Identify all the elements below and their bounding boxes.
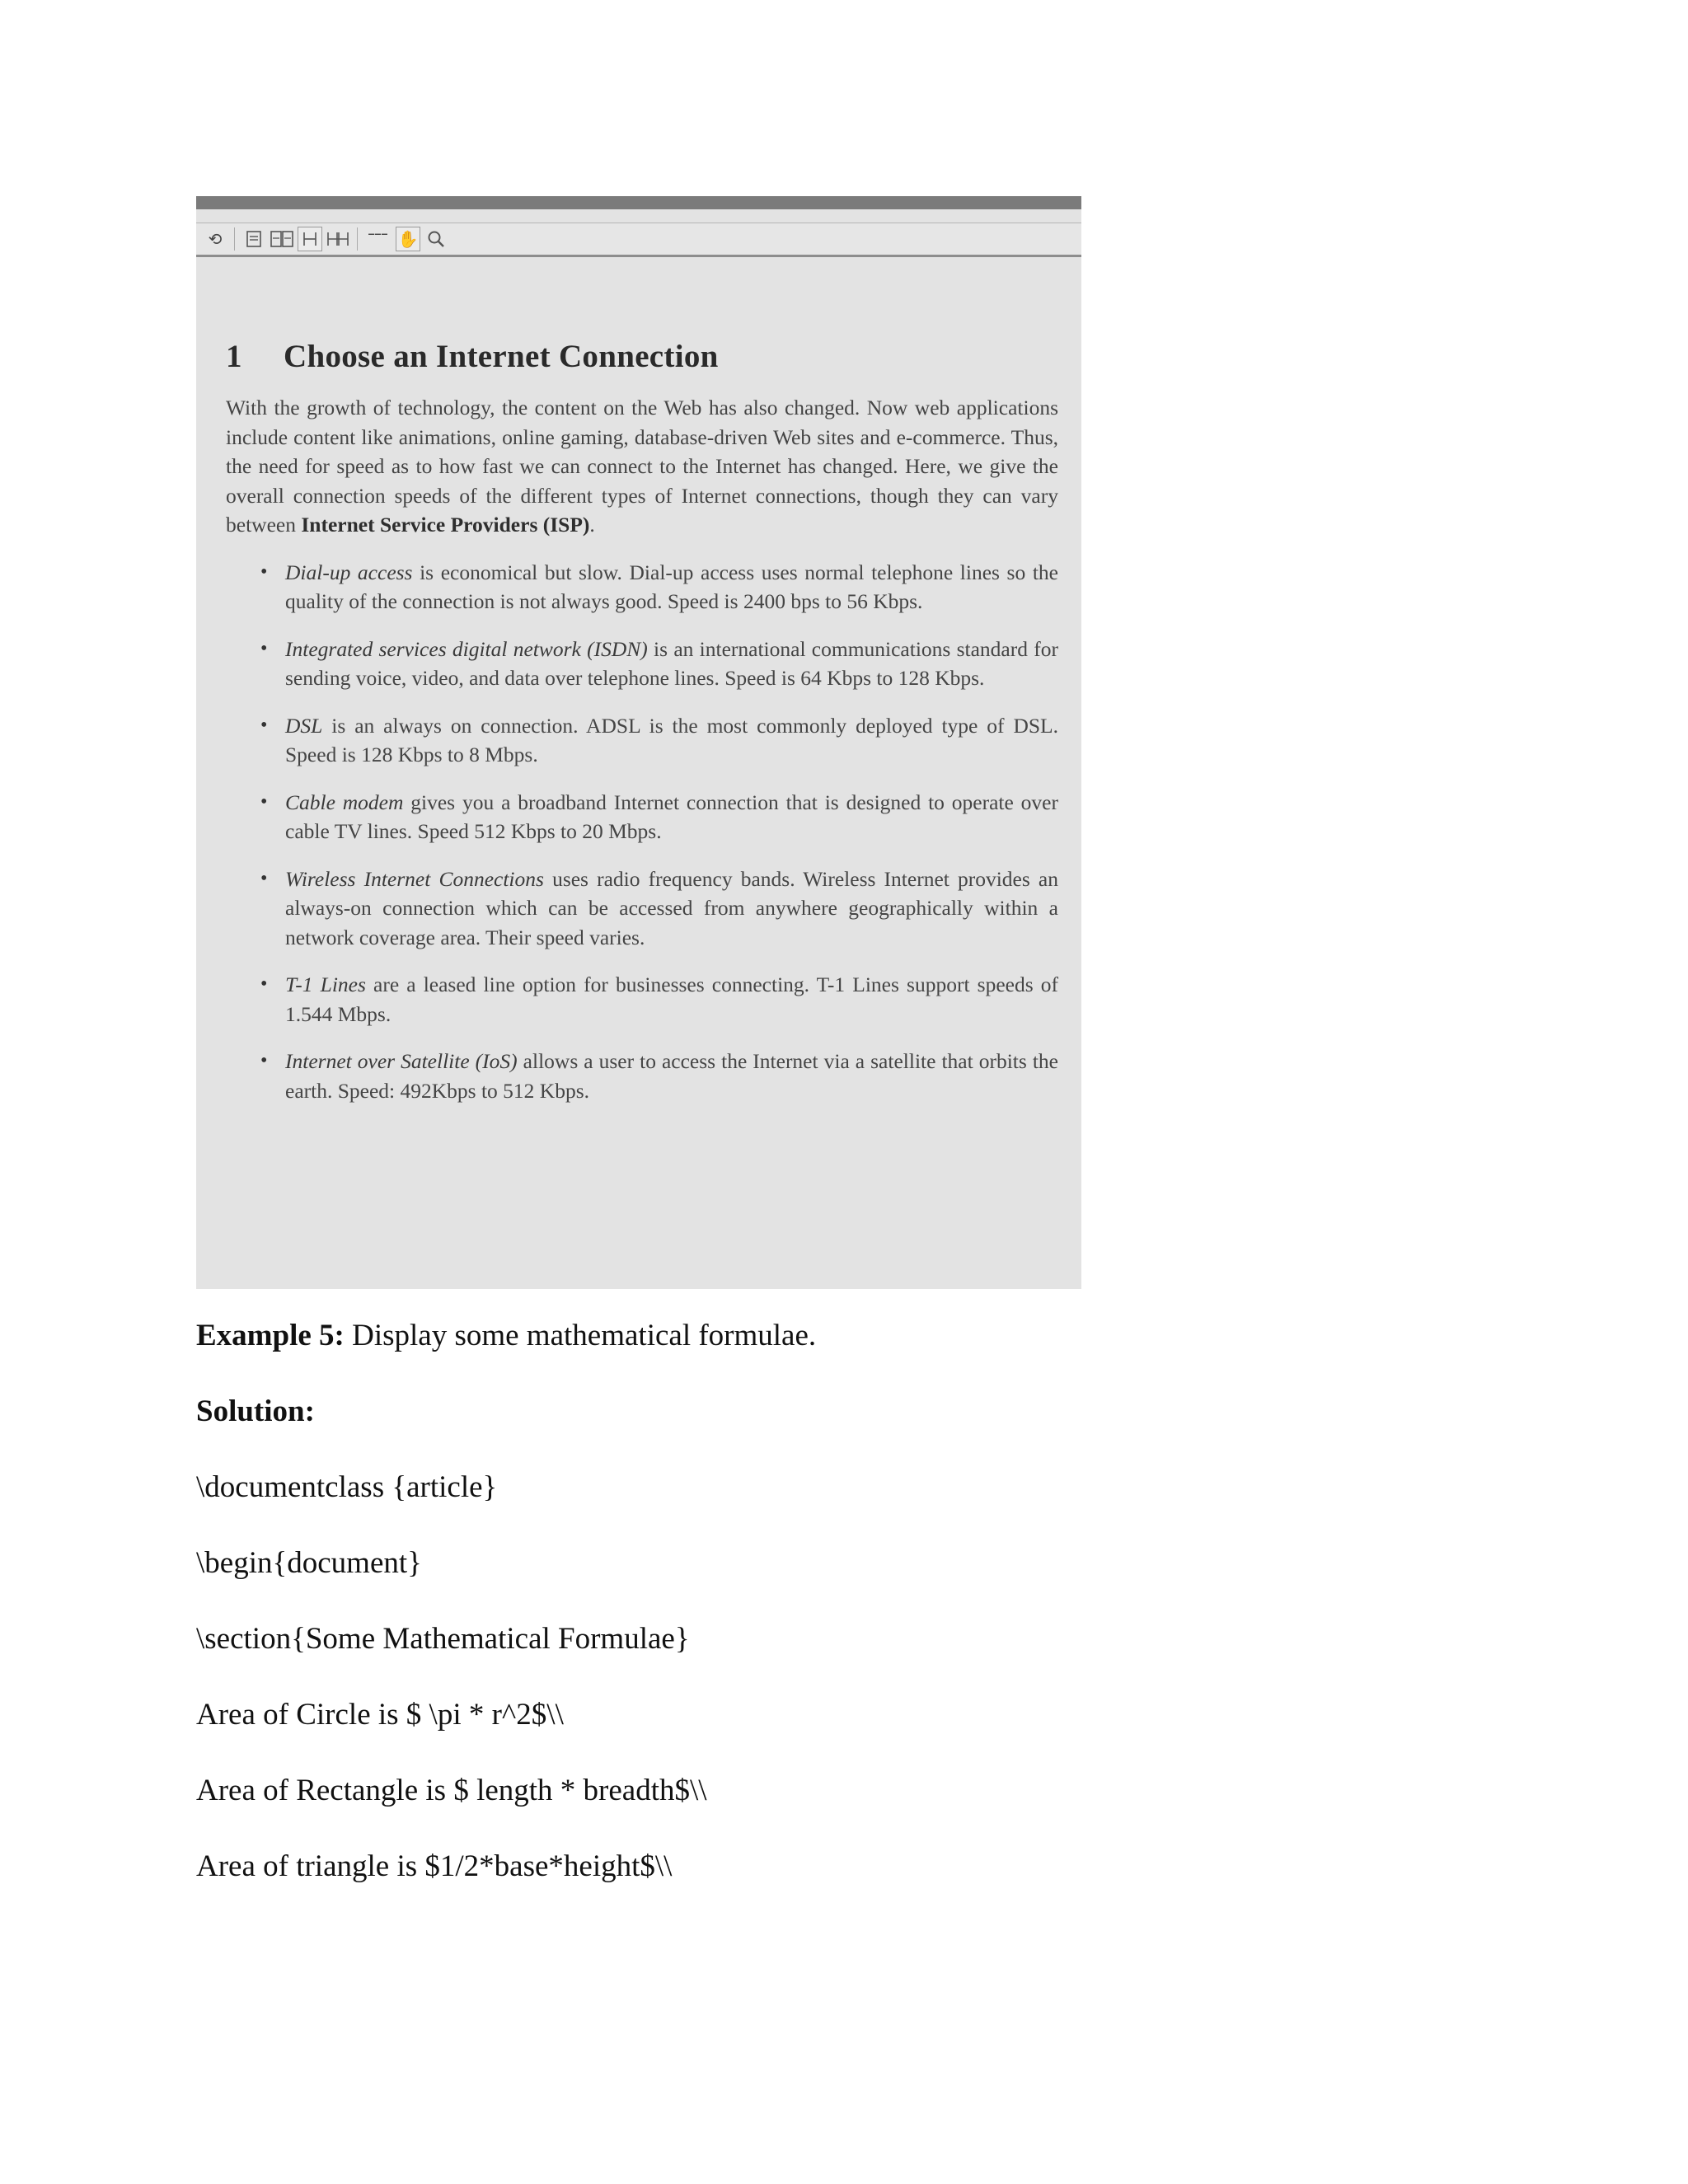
viewer-toolbar: [196, 223, 1081, 257]
zoom-level-icon[interactable]: ▔▔▔: [368, 235, 388, 243]
item-term: DSL: [285, 713, 323, 738]
viewer-menu-strip: [196, 209, 1081, 223]
toolbar-separator: [357, 227, 358, 251]
magnify-icon[interactable]: [424, 227, 448, 251]
solution-label: Solution:: [196, 1394, 315, 1428]
hand-tool-icon[interactable]: ✋: [396, 227, 420, 251]
item-term: Cable modem: [285, 790, 404, 814]
item-text: gives you a broadband Internet connection that is designed to operate over cable TV lines. Speed 512 Kbps to 20 Mbps.: [285, 790, 1058, 843]
connection-type-list: [226, 558, 1058, 1106]
intro-paragraph: [226, 393, 1058, 540]
toolbar-separator: [234, 227, 235, 251]
list-item: [226, 711, 1058, 770]
item-term: Integrated services digital network (ISDN): [285, 636, 648, 661]
refresh-icon[interactable]: ⟲: [208, 229, 223, 249]
item-text: is economical but slow. Dial-up access uses normal telephone lines so the quality of the connection is not always good. Speed is 2400 bps to 56 Kbps.: [285, 560, 1058, 613]
code-line: \documentclass {article}: [196, 1470, 498, 1504]
item-text: is an international communications standard for sending voice, video, and data over telephone lines. Speed is 64 Kbps to 128 Kbps.: [285, 636, 1058, 690]
code-line: \begin{document}: [196, 1546, 422, 1580]
section-heading: [226, 338, 1081, 375]
fit-width-icon[interactable]: [298, 227, 322, 251]
code-line: Area of triangle is $1/2*base*height$\\: [196, 1849, 673, 1883]
single-page-icon[interactable]: [241, 227, 266, 251]
intro-text: With the growth of technology, the content on the Web has also changed. Now web applications include content like animations, online gaming, database-driven Web sites and e-commerce. Thus, the need for speed as to how fast we can connect to the Internet has changed. Here, we give the overall connection speeds of the different types of Internet connections, though they can vary between: [226, 396, 1058, 537]
code-line: Area of Rectangle is $ length * breadth$\\: [196, 1774, 707, 1807]
item-text: uses radio frequency bands. Wireless Internet provides an always-on connection which can be accessed from anywhere geographically within a network coverage area. Their speed varies.: [285, 866, 1058, 949]
viewer-title-bar: [196, 196, 1081, 209]
item-term: Internet over Satellite (IoS): [285, 1049, 518, 1073]
example-line: [196, 1317, 1515, 1355]
item-term: T-1 Lines: [285, 972, 366, 996]
list-item: [226, 865, 1058, 953]
intro-end: .: [589, 513, 595, 537]
list-item: [226, 788, 1058, 846]
section-title: Choose an Internet Connection: [284, 339, 719, 374]
example-label: Example 5:: [196, 1319, 345, 1352]
item-term: Dial-up access: [285, 560, 413, 584]
latex-viewer-screenshot: [196, 196, 1081, 1289]
solution-line: [196, 1393, 1515, 1431]
code-line: \section{Some Mathematical Formulae}: [196, 1622, 690, 1656]
list-item: [226, 1047, 1058, 1105]
section-number: 1: [226, 339, 242, 374]
list-item: [226, 970, 1058, 1029]
item-term: Wireless Internet Connections: [285, 866, 544, 891]
two-page-icon[interactable]: [270, 227, 294, 251]
item-text: are a leased line option for businesses connecting. T-1 Lines support speeds of 1.544 Mbps.: [285, 972, 1058, 1026]
item-text: allows a user to access the Internet via a satellite that orbits the earth. Speed: 492Kbps to 512 Kbps.: [285, 1049, 1058, 1103]
document-body: [196, 1317, 1515, 1924]
viewer-page: [196, 338, 1081, 1105]
list-item: [226, 558, 1058, 616]
example-text: Display some mathematical formulae.: [344, 1319, 817, 1352]
list-item: [226, 635, 1058, 693]
fit-both-icon[interactable]: [326, 227, 350, 251]
item-text: is an always on connection. ADSL is the most commonly deployed type of DSL. Speed is 128 Kbps to 8 Mbps.: [285, 713, 1058, 766]
intro-bold-term: Internet Service Providers (ISP): [301, 513, 590, 537]
code-line: Area of Circle is $ \pi * r^2$\\: [196, 1698, 564, 1732]
